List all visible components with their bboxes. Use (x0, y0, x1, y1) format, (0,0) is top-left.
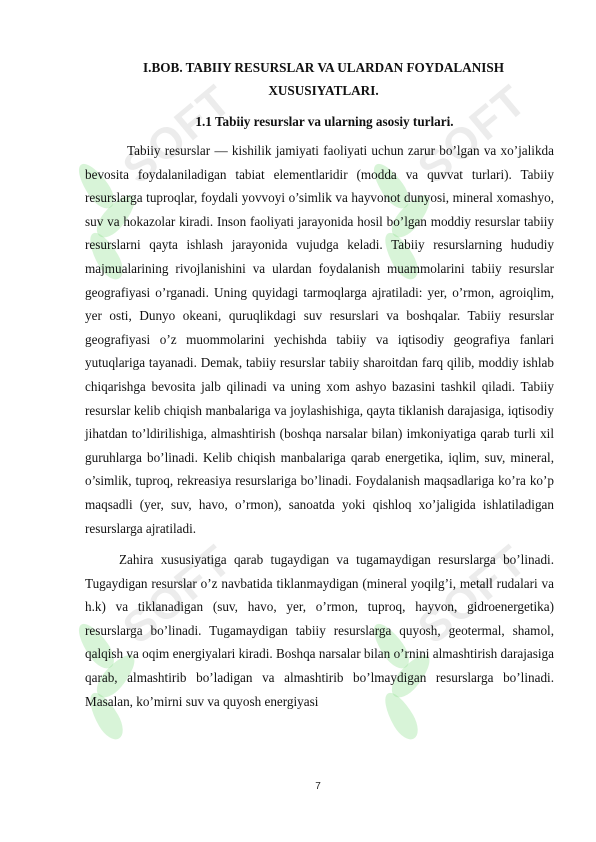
watermark-text: SOFT (408, 535, 537, 654)
watermark-text: SOFT (113, 75, 242, 194)
watermark-text: SOFT (113, 535, 242, 654)
chapter-title: I.BOB. TABIIY RESURSLAR VA ULARDAN FOYDALANISH XUSUSIYATLARI. (143, 60, 504, 98)
paragraph-2: Zahira xususiyatiga qarab tugaydigan va tugamaydigan resurslarga bo’linadi. Tugaydigan resurslar o’z navbatida tiklanmaydigan (mineral yoqilg’i, metall rudalari va h.k) va tiklanadigan (suv, havo, yer, o’rmon, tuproq, hayvon, gidroenergetika) resurslarga bo’linadi. Tugamaydigan tabiiy resurslarga quyosh, geotermal, shamol, qalqish va oqim energiyalari kiradi. Boshqa narsalar bilan o’rnini almashtirish darajasiga qarab, almashtirib bo’ladigan va almashtirib bo’lmaydigan resurslarga bo’linadi. Masalan, ko’mirni suv va quyosh energiyasi (85, 552, 554, 709)
page-number: 7 (315, 781, 321, 792)
watermark-text: SOFT (408, 75, 537, 194)
section-title: 1.1 Tabiiy resurslar va ularning asosiy turlari. (195, 114, 454, 129)
paragraph-1: Tabiiy resurslar — kishilik jamiyati faoliyati uchun zarur bo’lgan va xo’jalikda bevosita foydalaniladigan tabiat elementlaridir (modda va quvvat turlari). Tabiiy resurslarga tuproqlar, foydali yovvoyi o’simlik va hayvonot dunyosi, mineral xomashyo, suv va hokazolar kiradi. Inson faoliyati jarayonida hosil bo’lgan moddiy resurslar tabiiy resurslarni qayta ishlash jarayonida vujudga keladi. Tabiiy resurslarning hududiy majmualarining rivojlanishini va ulardan foydalanish muammolarini tabiiy resurslar geografiyasi o’rganadi. Uning quyidagi tarmoqlarga ajratiladi: yer, o’rmon, agroiqlim, yer osti, Dunyo okeani, quruqlikdagi suv resurslari va boshqalar. Tabiiy resurslar geografiyasi o’z muommolarini yechishda tabiiy va iqtisodiy geografiya fanlari yutuqlariga tayanadi. Demak, tabiiy resurslar tabiiy sharoitdan farq qilib, moddiy ishlab chiqarishga bevosita jalb qilinadi va uning xom ashyo bazasini tashkil qiladi. Tabiiy resurslar kelib chiqish manbalariga va joylashishiga, qayta tiklanish darajasiga, iqtisodiy jihatdan to’ldirilishiga, almashtirish (boshqa narsalar bilan) imkoniyatiga qarab turli xil guruhlarga bo’linadi. Kelib chiqish manbalariga qarab energetika, iqlim, suv, mineral, o’simlik, tuproq, rekreasiya resurslariga bo’linadi. Foydalanish maqsadlariga ko’ra ko’p maqsadli (yer, suv, havo, o’rmon), sanoatda yoki qishloq xo’jaligida ishlatiladigan resurslarga ajratiladi. (85, 143, 554, 536)
page-content (85, 56, 554, 713)
